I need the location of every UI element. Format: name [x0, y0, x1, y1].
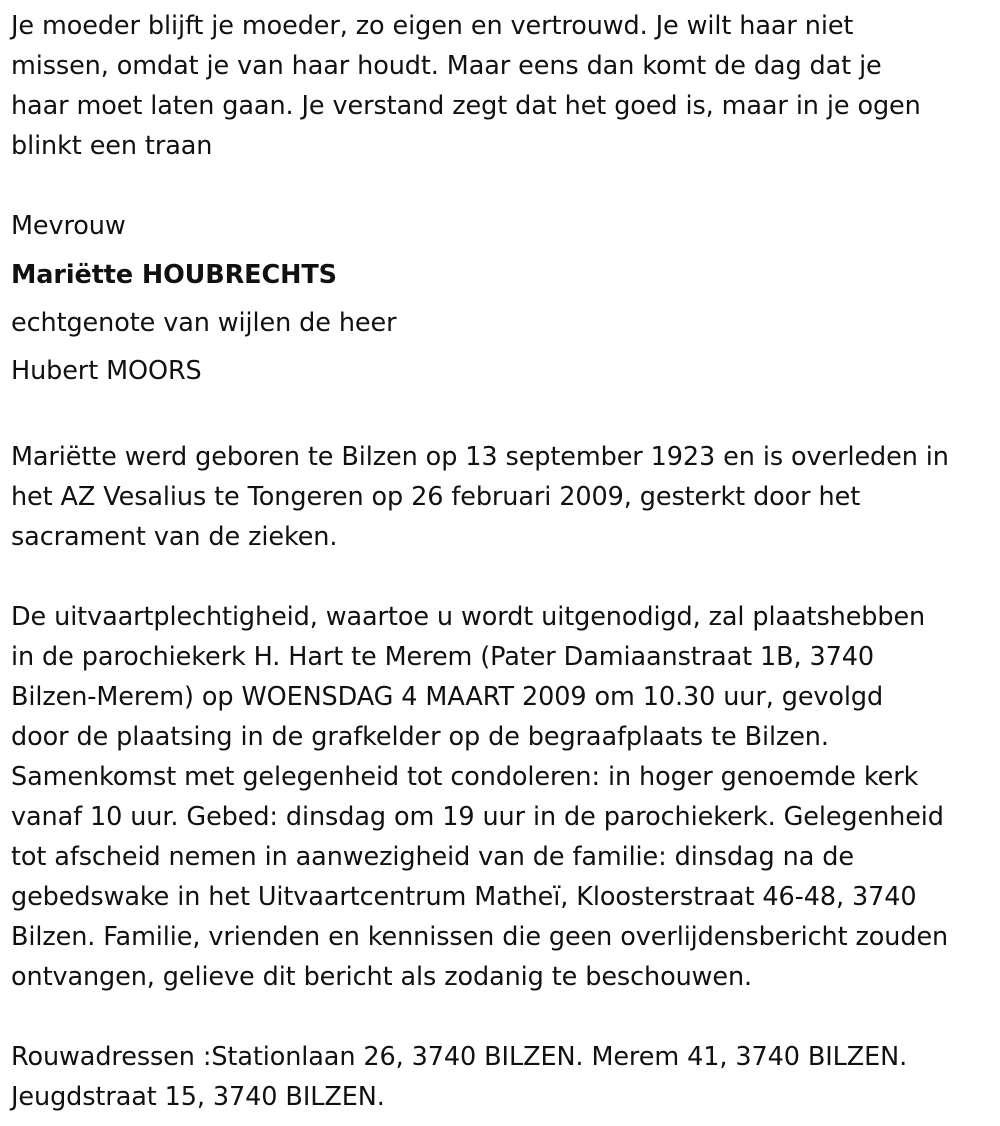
ceremony-line: Bilzen-Merem) op WOENSDAG 4 MAART 2009 om 10.30 uur, gevolgd — [11, 682, 884, 712]
deceased-name: Mariëtte HOUBRECHTS — [11, 260, 337, 290]
address-line: Jeugdstraat 15, 3740 BILZEN. — [11, 1082, 385, 1112]
spacer — [11, 395, 995, 437]
biography-line: het AZ Vesalius te Tongeren op 26 februari 2009, gesterkt door het — [11, 482, 861, 512]
ceremony-paragraph — [11, 597, 995, 997]
poem-line: blinkt een traan — [11, 131, 213, 161]
ceremony-line: ontvangen, gelieve dit bericht als zodanig te beschouwen. — [11, 962, 753, 992]
ceremony-line: Bilzen. Familie, vrienden en kennissen die geen overlijdensbericht zouden — [11, 922, 949, 952]
poem-line: Je moeder blijft je moeder, zo eigen en vertrouwd. Je wilt haar niet — [11, 11, 854, 41]
spouse-name: Hubert MOORS — [11, 356, 202, 386]
poem-line: haar moet laten gaan. Je verstand zegt dat het goed is, maar in je ogen — [11, 91, 921, 121]
deceased-block — [11, 206, 995, 395]
ceremony-line: gebedswake in het Uitvaartcentrum Matheï, Kloosterstraat 46-48, 3740 — [11, 882, 917, 912]
spacer — [11, 166, 995, 206]
address-line: Rouwadressen :Stationlaan 26, 3740 BILZEN. Merem 41, 3740 BILZEN. — [11, 1042, 908, 1072]
ceremony-line: in de parochiekerk H. Hart te Merem (Pater Damiaanstraat 1B, 3740 — [11, 642, 875, 672]
poem-paragraph — [11, 6, 995, 166]
addresses-paragraph — [11, 1037, 995, 1117]
obituary-document — [11, 6, 995, 1117]
ceremony-line: De uitvaartplechtigheid, waartoe u wordt uitgenodigd, zal plaatshebben — [11, 602, 926, 632]
poem-line: missen, omdat je van haar houdt. Maar eens dan komt de dag dat je — [11, 51, 882, 81]
spacer — [11, 997, 995, 1037]
ceremony-line: door de plaatsing in de grafkelder op de begraafplaats te Bilzen. — [11, 722, 829, 752]
ceremony-line: Samenkomst met gelegenheid tot condoleren: in hoger genoemde kerk — [11, 762, 919, 792]
deceased-title: Mevrouw — [11, 211, 126, 241]
biography-line: Mariëtte werd geboren te Bilzen op 13 september 1923 en is overleden in — [11, 442, 949, 472]
biography-line: sacrament van de zieken. — [11, 522, 338, 552]
deceased-relation: echtgenote van wijlen de heer — [11, 308, 397, 338]
ceremony-line: tot afscheid nemen in aanwezigheid van de familie: dinsdag na de — [11, 842, 854, 872]
ceremony-line: vanaf 10 uur. Gebed: dinsdag om 19 uur in de parochiekerk. Gelegenheid — [11, 802, 944, 832]
biography-paragraph — [11, 437, 995, 557]
spacer — [11, 557, 995, 597]
